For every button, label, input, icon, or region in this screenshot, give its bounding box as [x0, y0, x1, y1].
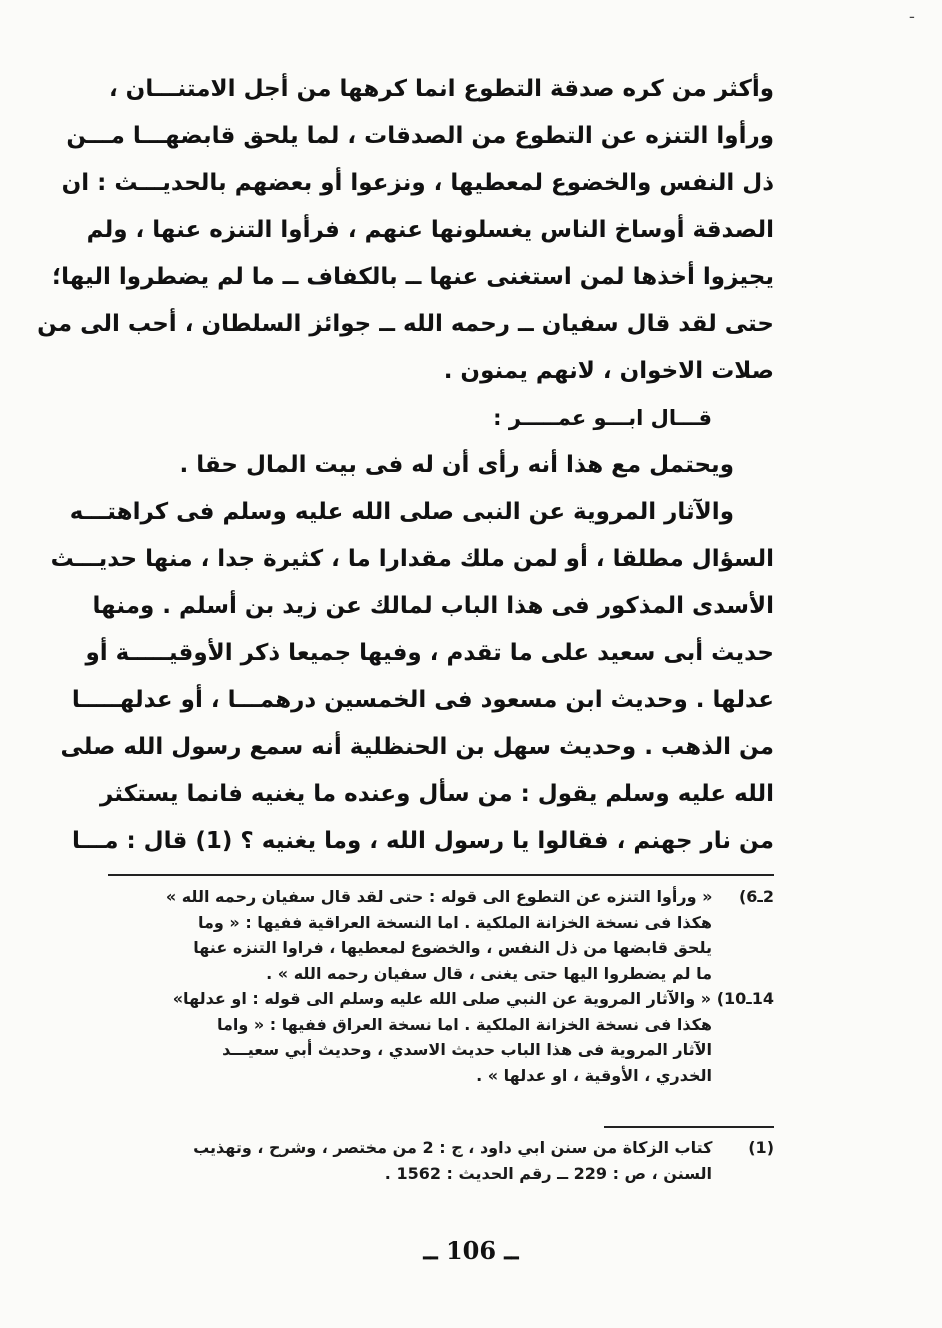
text-line: عدلها . وحديث ابن مسعود فى الخمسين درهمـــا ، أو عدلهـــــا	[71, 687, 774, 713]
note-text: كتاب الزكاة من سنن ابي داود ، ج : 2 من مختصر ، وشرح ، وتهذيب	[193, 1138, 713, 1157]
variant-note-line: هكذا فى نسخة الخزانة الملكية . اما النسخة العراقية ففيها : « وما	[198, 912, 712, 932]
text-line: من الذهب . وحديث سهل بن الحنظلية أنه سمع رسول الله صلى	[60, 734, 774, 760]
text-line: الله عليه وسلم يقول : من سأل وعنده ما يغنيه فانما يستكثر	[100, 781, 774, 807]
source-note-line	[108, 1135, 774, 1161]
text-line: ذل النفس والخضوع لمعطيها ، ونزعوا أو بعضهم بالحديـــث : ان	[61, 170, 774, 196]
note-reference: (1)	[748, 1138, 774, 1157]
text-line: من نار جهنم ، فقالوا يا رسول الله ، وما يغنيه ؟ (1) قال : مـــا	[72, 828, 774, 854]
source-note-line: السنن ، ص : 229 ــ رقم الحديث : 1562 .	[384, 1163, 712, 1183]
note-reference: 2ـ6)	[738, 887, 774, 906]
corner-mark: ـ	[909, 6, 914, 22]
variant-note-line: ما لم يضطروا اليها حتى يغنى ، قال سفيان رحمه الله » .	[266, 963, 712, 983]
footnote-divider	[108, 874, 774, 876]
variant-note-line	[108, 986, 774, 1012]
text-line: وأكثر من كره صدقة التطوع انما كرهها من أجل الامتنـــان ،	[108, 76, 774, 102]
text-line: السؤال مطلقا ، أو لمن ملك مقدارا ما ، كثيرة جدا ، منها حديـــث	[50, 546, 774, 572]
variant-note-line: هكذا فى نسخة الخزانة الملكية . اما نسخة العراق ففيها : « واما	[216, 1014, 712, 1034]
note-reference: 14ـ10)	[716, 989, 774, 1008]
source-divider	[604, 1126, 774, 1128]
text-line: الأسدى المذكور فى هذا الباب لمالك عن زيد بن أسلم . ومنها	[92, 593, 774, 619]
note-text: « والآثار المروية عن النبي صلى الله عليه وسلم الى قوله : او عدلها»	[172, 989, 712, 1008]
variant-note-line	[108, 884, 774, 910]
variant-note-line: يلحق قابضها من ذل النفس ، والخضوع لمعطيها ، فراوا التنزه عنها	[193, 938, 712, 957]
text-line: حديث أبى سعيد على ما تقدم ، وفيها جميعا ذكر الأوقيـــــة أو	[85, 640, 774, 666]
text-line: الصدقة أوساخ الناس يغسلونها عنهم ، فرأوا التنزه عنها ، ولم	[86, 217, 774, 243]
text-line: حتى لقد قال سفيان ــ رحمه الله ــ جوائز السلطان ، أحب الى من	[37, 311, 774, 337]
text-line: ورأوا التنزه عن التطوع من الصدقات ، لما يلحق قابضهـــا مـــن	[66, 123, 774, 149]
text-line: يجيزوا أخذها لمن استغنى عنها ــ بالكفاف ــ ما لم يضطروا اليها؛	[51, 264, 774, 290]
text-line: صلات الاخوان ، لانهم يمنون .	[443, 358, 774, 384]
section-heading: قـــال ابـــو عمـــــر :	[493, 406, 712, 430]
text-line: والآثار المروية عن النبى صلى الله عليه وسلم فى كراهتـــه	[69, 499, 734, 525]
text-line: ويحتمل مع هذا أنه رأى أن له فى بيت المال حقا .	[179, 452, 734, 478]
main-text	[37, 66, 774, 865]
variant-notes	[108, 884, 774, 1088]
variant-note-line: الآثار المروية فى هذا الباب حديث الاسدي ، وحديث أبي سعيـــد	[222, 1040, 712, 1059]
note-text: « ورأوا التنزه عن التطوع الى قوله : حتى لقد قال سفيان رحمه الله »	[165, 887, 713, 906]
variant-note-line: الخدري ، الأوقية ، او عدلها » .	[476, 1065, 712, 1085]
page-number: ــ 106 ــ	[423, 1236, 519, 1265]
source-footnote	[108, 1135, 774, 1186]
